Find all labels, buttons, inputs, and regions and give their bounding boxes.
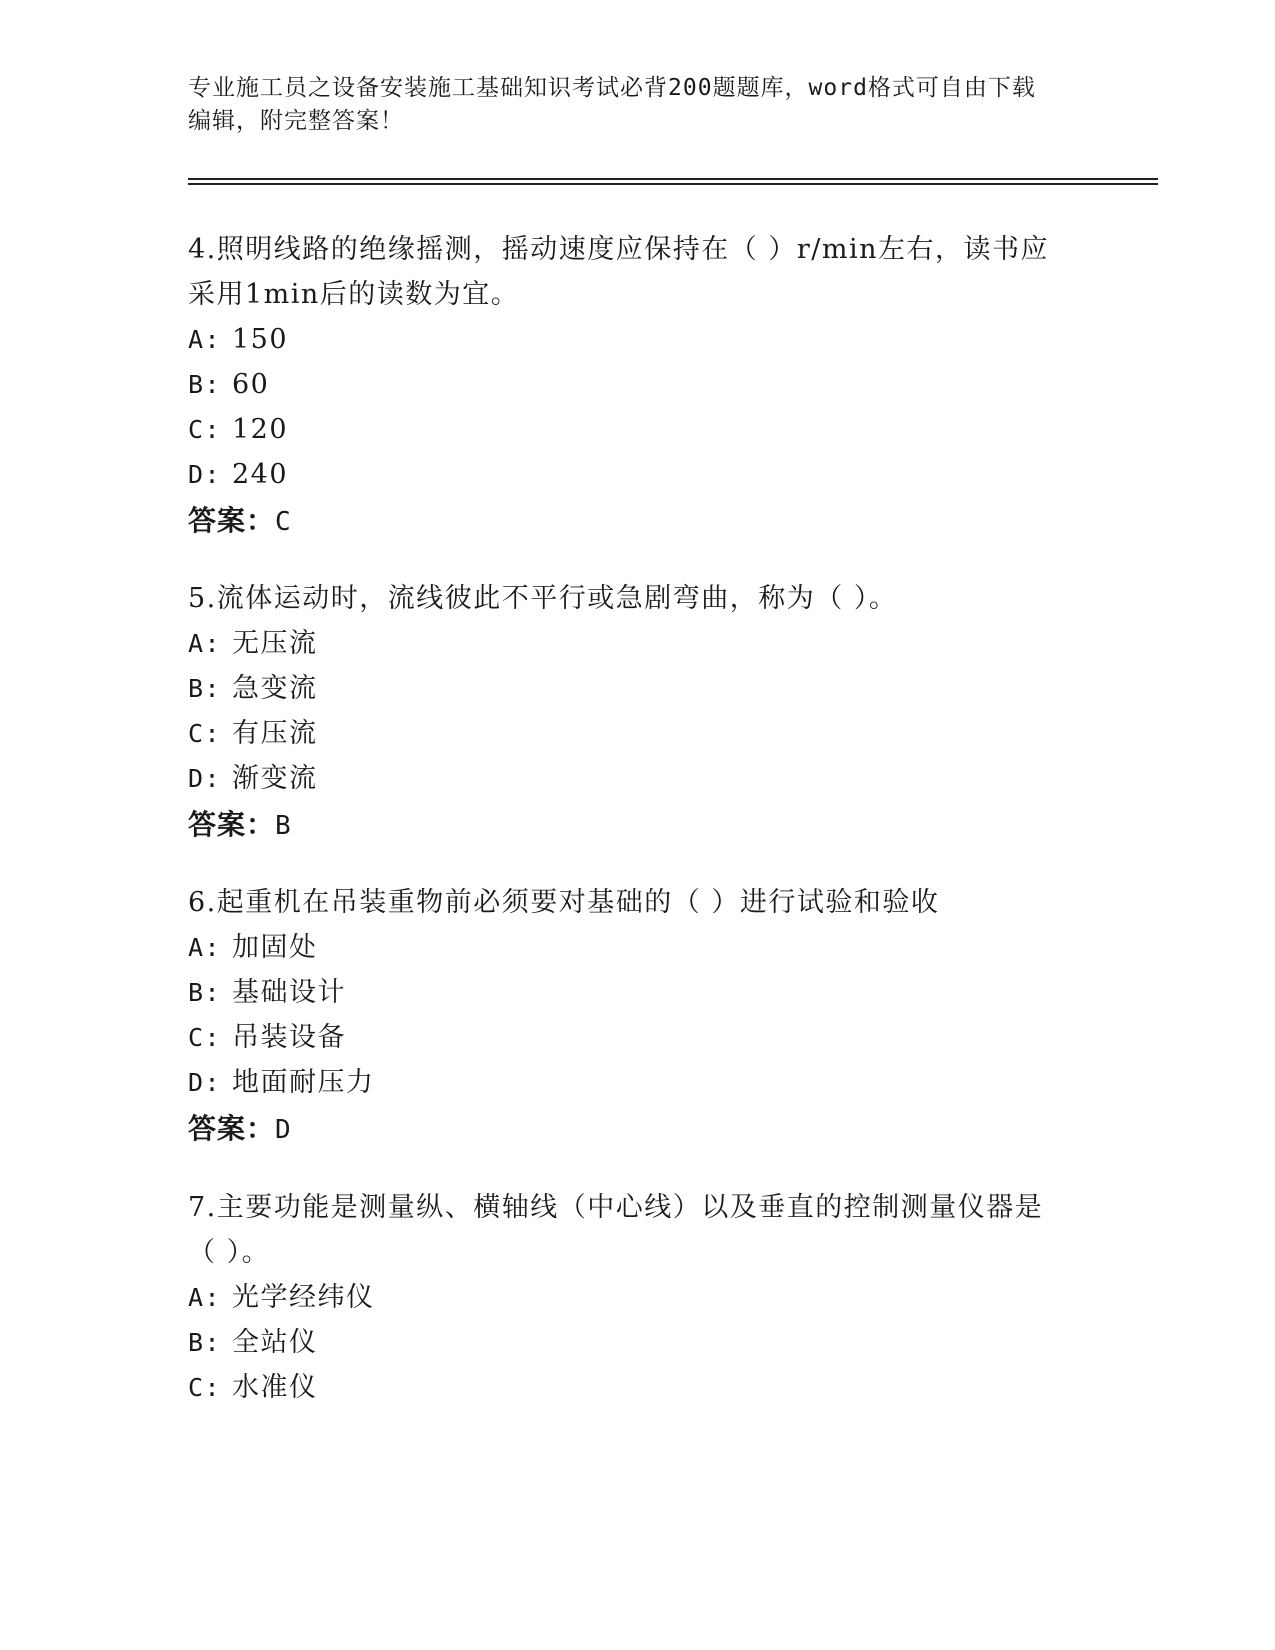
answer-line (188, 801, 1068, 848)
option-b (188, 362, 1068, 407)
option-d (188, 756, 1068, 801)
option-text: 急变流 (232, 673, 318, 704)
option-d (188, 1060, 1068, 1105)
option-b (188, 1320, 1068, 1365)
answer-line (188, 497, 1068, 544)
option-text: 240 (232, 459, 289, 490)
header-divider-top (188, 178, 1158, 180)
option-b (188, 666, 1068, 711)
option-key: B: (188, 1328, 222, 1357)
option-b (188, 970, 1068, 1015)
question-stem-line-1: 6.起重机在吊装重物前必须要对基础的（ ）进行试验和验收 (188, 887, 940, 918)
question-stem-line-2: 采用1min后的读数为宜。 (188, 279, 520, 310)
question-stem-line-1: 5.流体运动时，流线彼此不平行或急剧弯曲，称为（ ）。 (188, 583, 898, 614)
option-text: 光学经纬仪 (232, 1282, 375, 1313)
option-key: A: (188, 1283, 222, 1312)
option-c (188, 1015, 1068, 1060)
option-d (188, 452, 1068, 497)
option-text: 加固处 (232, 932, 318, 963)
answer-line (188, 1105, 1068, 1152)
option-text: 吊装设备 (232, 1022, 346, 1053)
option-c (188, 711, 1068, 756)
option-key: D: (188, 460, 222, 489)
answer-label: 答案： (188, 504, 276, 537)
option-key: D: (188, 1068, 222, 1097)
question-stem (188, 227, 1068, 317)
document-header (188, 72, 1068, 138)
option-a (188, 1275, 1068, 1320)
option-text: 150 (232, 324, 289, 355)
question-6 (188, 880, 1068, 1152)
option-text: 水准仪 (232, 1372, 318, 1403)
option-key: A: (188, 933, 222, 962)
option-key: C: (188, 415, 222, 444)
option-text: 60 (232, 369, 270, 400)
option-text: 基础设计 (232, 977, 346, 1008)
option-a (188, 317, 1068, 362)
option-text: 120 (232, 414, 289, 445)
option-c (188, 1365, 1068, 1410)
option-c (188, 407, 1068, 452)
option-text: 全站仪 (232, 1327, 318, 1358)
option-key: D: (188, 764, 222, 793)
answer-label: 答案： (188, 1112, 276, 1145)
option-key: B: (188, 674, 222, 703)
question-7 (188, 1185, 1068, 1410)
option-key: B: (188, 370, 222, 399)
header-line-2: 编辑，附完整答案！ (188, 108, 404, 134)
answer-value: C (275, 507, 292, 537)
question-5 (188, 576, 1068, 848)
option-a (188, 925, 1068, 970)
option-key: A: (188, 325, 222, 354)
option-key: A: (188, 629, 222, 658)
answer-value: D (275, 1115, 292, 1145)
question-stem-line-2: （ ）。 (188, 1237, 271, 1268)
option-text: 有压流 (232, 718, 318, 749)
option-key: B: (188, 978, 222, 1007)
option-text: 地面耐压力 (232, 1067, 375, 1098)
question-stem (188, 1185, 1068, 1275)
option-key: C: (188, 1023, 222, 1052)
answer-label: 答案： (188, 808, 276, 841)
header-divider-bottom (188, 183, 1158, 185)
option-text: 渐变流 (232, 763, 318, 794)
question-stem-line-1: 7.主要功能是测量纵、横轴线（中心线）以及垂直的控制测量仪器是 (188, 1192, 1044, 1223)
option-text: 无压流 (232, 628, 318, 659)
option-a (188, 621, 1068, 666)
question-stem-line-1: 4.照明线路的绝缘摇测，摇动速度应保持在（ ）r/min左右，读书应 (188, 234, 1049, 265)
question-stem (188, 576, 1068, 621)
header-line-1: 专业施工员之设备安装施工基础知识考试必背200题题库，word格式可自由下载 (188, 75, 1036, 101)
question-stem (188, 880, 1068, 925)
option-key: C: (188, 719, 222, 748)
question-4 (188, 227, 1068, 544)
option-key: C: (188, 1373, 222, 1402)
answer-value: B (275, 811, 292, 841)
